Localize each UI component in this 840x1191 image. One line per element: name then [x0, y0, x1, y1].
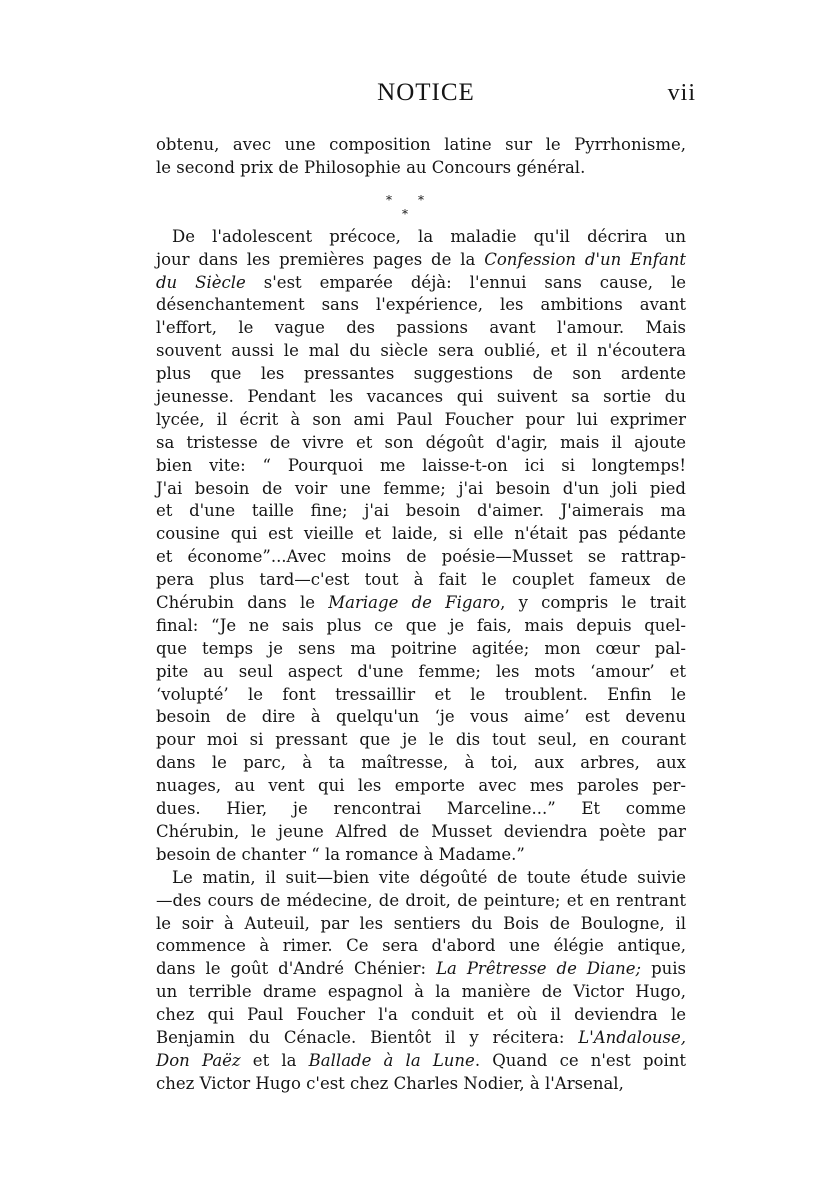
text-line — [156, 1050, 686, 1073]
italic-title: La Prêtresse de Diane; — [436, 959, 642, 979]
text-line — [156, 409, 686, 432]
text-line — [156, 684, 686, 707]
italic-title: du Siècle — [156, 272, 246, 292]
text-line — [156, 157, 686, 180]
text-run: puis — [641, 959, 687, 979]
text-run: le second prix de Philosophie au Concours général. — [156, 157, 586, 177]
text-line — [156, 615, 686, 638]
text-run: s'est emparée déjà: l'ennui sans cause, le — [245, 272, 686, 292]
italic-title: Don Paëz — [156, 1050, 241, 1070]
text-line — [156, 775, 686, 798]
text-run: le soir à Auteuil, par les sentiers du Bois de Boulogne, il — [156, 913, 686, 933]
body-text — [156, 134, 686, 1096]
text-run: , y compris le trait — [500, 593, 686, 613]
text-line — [156, 134, 686, 157]
text-line — [156, 569, 686, 592]
text-run: plus que les pressantes suggestions de son ardente — [156, 364, 686, 384]
text-line — [156, 500, 686, 523]
italic-title: L'Andalouse, — [578, 1027, 686, 1047]
text-line — [156, 935, 686, 958]
text-line — [156, 478, 686, 501]
text-line — [156, 592, 686, 615]
text-run: ‘volupté’ le font tressaillir et le troublent. Enfin le — [156, 684, 686, 704]
text-run: De l'adolescent précoce, la maladie qu'il décrira un — [172, 226, 686, 246]
text-line — [156, 706, 686, 729]
text-run: chez Victor Hugo c'est chez Charles Nodier, à l'Arsenal, — [156, 1073, 624, 1093]
asterism-star: * — [402, 206, 408, 221]
text-line — [156, 798, 686, 821]
page-number: vii — [667, 80, 696, 106]
text-line — [156, 340, 686, 363]
text-line — [156, 294, 686, 317]
text-line — [156, 317, 686, 340]
asterism-separator — [156, 180, 686, 226]
text-line — [156, 1027, 686, 1050]
text-run: pite au seul aspect d'une femme; les mots ‘amour’ et — [156, 661, 686, 681]
italic-title: Mariage de Figaro — [328, 593, 501, 613]
italic-title: Ballade à la Lune — [308, 1050, 475, 1070]
running-head — [156, 78, 696, 108]
text-line — [156, 638, 686, 661]
paragraph — [156, 867, 686, 1096]
text-line — [156, 890, 686, 913]
text-line — [156, 821, 686, 844]
text-run: Le matin, il suit—bien vite dégoûté de toute étude suivie — [172, 867, 686, 887]
text-run: final: “Je ne sais plus ce que je fais, mais depuis quel- — [156, 615, 686, 635]
text-run: commence à rimer. Ce sera d'abord une élégie antique, — [156, 936, 686, 956]
text-line — [156, 455, 686, 478]
text-run: et économe”...Avec moins de poésie—Musset se rattrap- — [156, 547, 686, 567]
text-line — [156, 272, 686, 295]
text-run: sa tristesse de vivre et son dégoût d'agir, mais il ajoute — [156, 432, 686, 452]
text-line — [156, 844, 686, 867]
text-run: et d'une taille fine; j'ai besoin d'aimer. J'aimerais ma — [156, 501, 686, 521]
text-line — [156, 867, 686, 890]
text-run: . Quand ce n'est point — [474, 1050, 686, 1070]
text-run: un terrible drame espagnol à la manière de Victor Hugo, — [156, 982, 686, 1002]
text-line — [156, 523, 686, 546]
text-run: bien vite: “ Pourquoi me laisse-t-on ici si longtemps! — [156, 455, 686, 475]
text-run: J'ai besoin de voir une femme; j'ai besoin d'un joli pied — [156, 478, 686, 498]
text-run: chez qui Paul Foucher l'a conduit et où il deviendra le — [156, 1005, 686, 1025]
text-run: Chérubin dans le — [156, 593, 329, 613]
text-line — [156, 386, 686, 409]
text-run: dues. Hier, je rencontrai Marceline...” Et comme — [156, 799, 686, 819]
text-run: que temps je sens ma poitrine agitée; mon cœur pal- — [156, 638, 686, 658]
text-run: pour moi si pressant que je le dis tout seul, en courant — [156, 730, 686, 750]
asterism-star: * — [418, 192, 424, 207]
text-line — [156, 546, 686, 569]
text-line — [156, 1004, 686, 1027]
text-line — [156, 981, 686, 1004]
asterism-star: * — [386, 192, 392, 207]
text-run: obtenu, avec une composition latine sur le Pyrrhonisme, — [156, 135, 686, 154]
text-run: et la — [240, 1050, 309, 1070]
text-line — [156, 363, 686, 386]
text-run: jeunesse. Pendant les vacances qui suivent sa sortie du — [156, 387, 686, 407]
paragraph — [156, 134, 686, 180]
text-run: désenchantement sans l'expérience, les ambitions avant — [156, 295, 686, 315]
text-run: cousine qui est vieille et laide, si elle n'était pas pédante — [156, 524, 686, 544]
text-run: dans le parc, à ta maîtresse, à toi, aux arbres, aux — [156, 753, 686, 773]
text-line — [156, 432, 686, 455]
text-line — [156, 729, 686, 752]
text-line — [156, 249, 686, 272]
text-run: pera plus tard—c'est tout à fait le couplet fameux de — [156, 570, 686, 590]
text-run: besoin de dire à quelqu'un ‘je vous aime’ est devenu — [156, 707, 686, 727]
italic-title: Confession d'un Enfant — [484, 249, 686, 269]
text-line — [156, 1073, 686, 1096]
text-run: dans le goût d'André Chénier: — [156, 959, 437, 979]
text-run: Chérubin, le jeune Alfred de Musset deviendra poète par — [156, 821, 686, 841]
paragraph — [156, 226, 686, 867]
text-line — [156, 752, 686, 775]
text-run: souvent aussi le mal du siècle sera oublié, et il n'écoutera — [156, 341, 686, 361]
text-run: l'effort, le vague des passions avant l'amour. Mais — [156, 318, 686, 338]
text-line — [156, 661, 686, 684]
text-run: nuages, au vent qui les emporte avec mes paroles per- — [156, 776, 686, 796]
text-run: lycée, il écrit à son ami Paul Foucher pour lui exprimer — [156, 409, 686, 429]
text-line — [156, 958, 686, 981]
text-line — [156, 226, 686, 249]
running-title: NOTICE — [377, 79, 475, 106]
text-run: besoin de chanter “ la romance à Madame.” — [156, 844, 525, 864]
text-run: Benjamin du Cénacle. Bientôt il y récitera: — [156, 1027, 579, 1047]
text-line — [156, 913, 686, 936]
text-run: —des cours de médecine, de droit, de peinture; et en rentrant — [156, 890, 686, 910]
text-run: jour dans les premières pages de la — [156, 249, 485, 269]
